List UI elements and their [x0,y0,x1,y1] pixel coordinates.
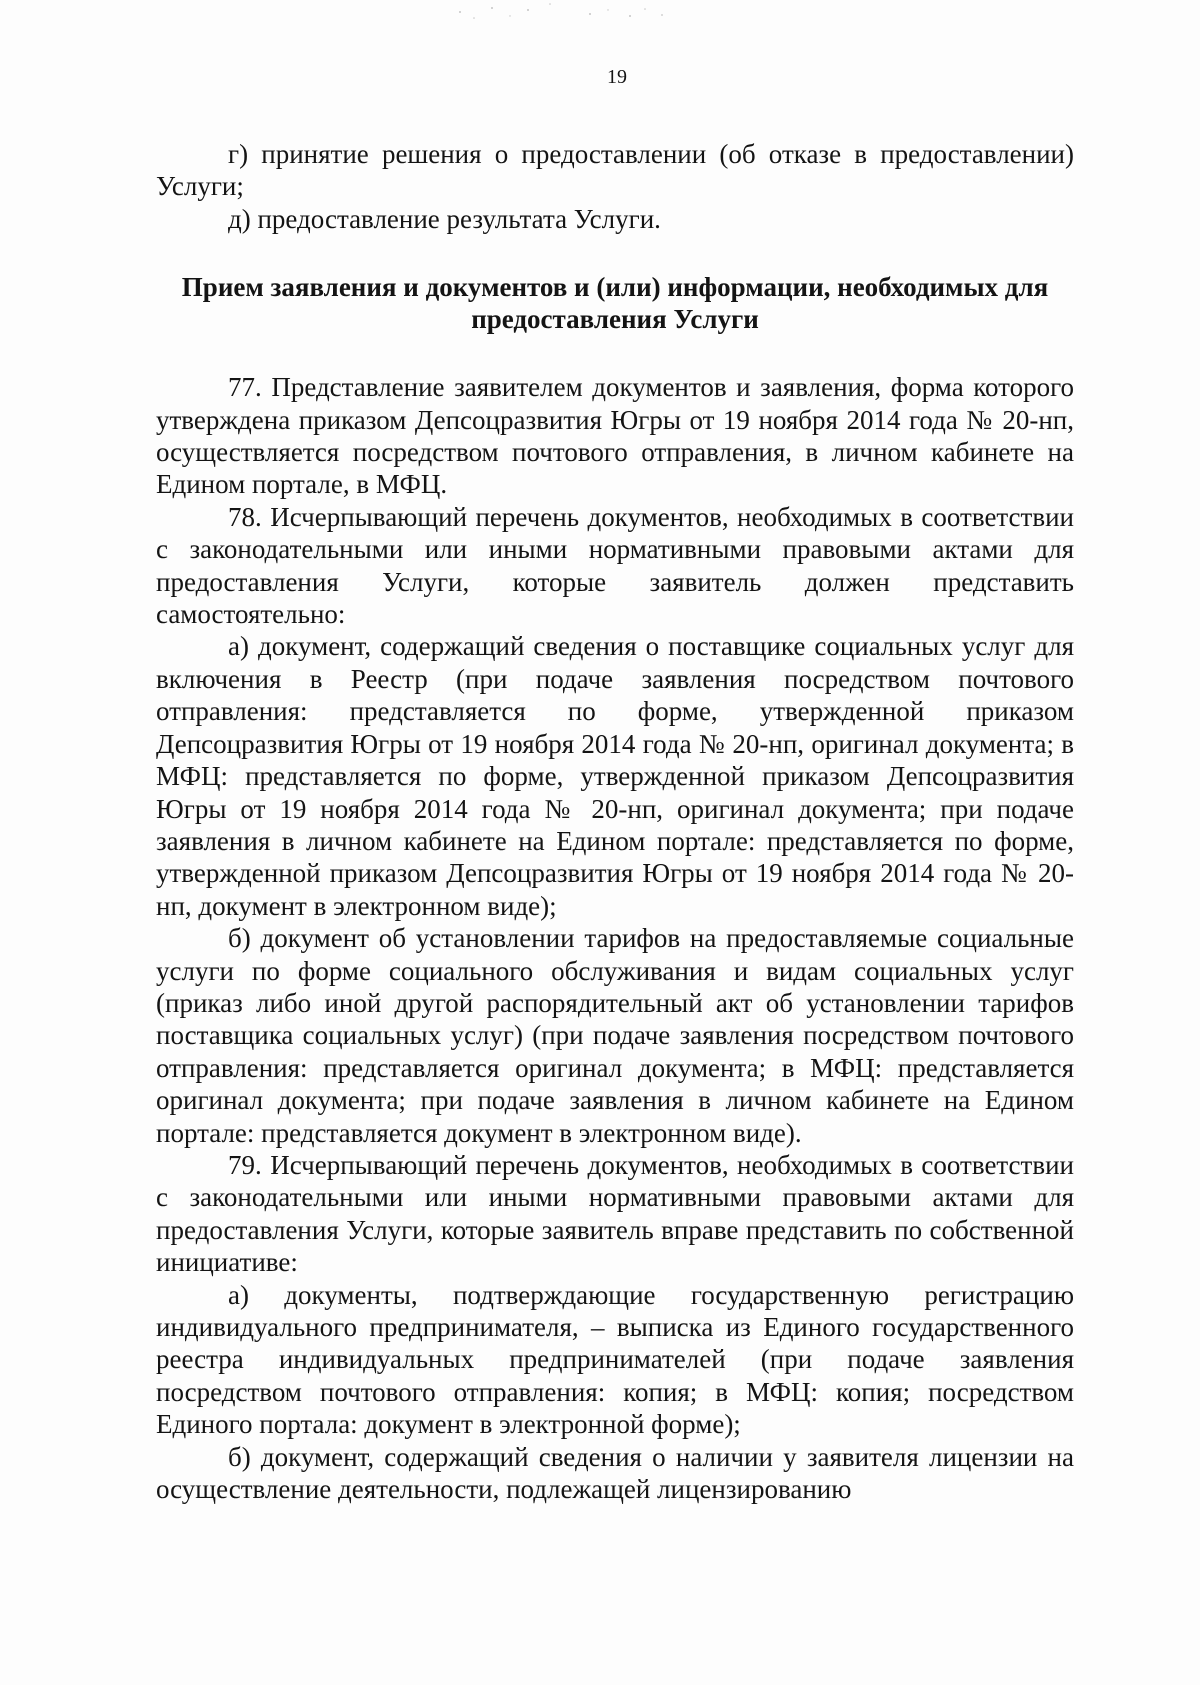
paragraph-78: 78. Исчерпывающий перечень документов, необходимых в соответствии с законодательными или иными нормативными правовыми актами для предоставления Услуги, которые заявитель должен представить самостоятельно: [156,501,1074,630]
list-item-d: д) предоставление результата Услуги. [228,203,661,234]
paragraph-77: 77. Представление заявителем документов и заявления, форма которого утверждена приказом Депсоцразвития Югры от 19 ноября 2014 года № 20-нп, осуществляется посредством почтового отправления, в личном кабинете на Едином портале, в МФЦ. [156,372,1074,500]
paragraph-79: 79. Исчерпывающий перечень документов, необходимых в соответствии с законодательными или иными нормативными правовыми актами для предоставления Услуги, которые заявитель вправе представить по собственной инициативе: [156,1149,1074,1278]
list-item-g: г) принятие решения о предоставлении (об отказе в предоставлении) Услуги; [156,139,1074,202]
section-heading: Прием заявления и документов и (или) информации, необходимых для предоставления Услуги [181,272,1049,335]
paragraph-79-b: б) документ, содержащий сведения о наличии у заявителя лицензии на осуществление деятельности, подлежащей лицензированию [156,1441,1074,1505]
paragraph-78-a: а) документ, содержащий сведения о поставщике социальных услуг для включения в Реестр (при подаче заявления посредством почтового отправления: представляется по форме, утвержденной приказом Депсоцразвития Югры от 19 ноября 2014 года № 20-нп, оригинал документа; в МФЦ: представляется по форме, утвержденной приказом Депсоцразвития Югры от 19 ноября 2014 года № 20-нп, оригинал документа; при подаче заявления в личном кабинете на Едином портале: представляется по форме, утвержденной приказом Депсоцразвития Югры от 19 ноября 2014 года № 20-нп, документ в электронном виде); [156,631,1074,921]
paragraph-78-b: б) документ об установлении тарифов на предоставляемые социальные услуги по форме социального обслуживания и видам социальных услуг (приказ либо иной другой распорядительный акт об установлении тарифов поставщика социальных услуг) (при подаче заявления посредством почтового отправления: представляется оригинал документа; в МФЦ: представляется оригинал документа; при подаче заявления в личном кабинете на Едином портале: представляется документ в электронном виде). [156,923,1074,1148]
scan-noise [440,0,740,30]
document-body [156,138,1074,1505]
paragraph-79-a: а) документы, подтверждающие государственную регистрацию индивидуального предпринимателя, – выписка из Единого государственного реестра индивидуальных предпринимателей (при подаче заявления посредством почтового отправления: копия; в МФЦ: копия; посредством Единого портала: документ в электронной форме); [156,1279,1074,1440]
page-number: 19 [607,66,627,88]
